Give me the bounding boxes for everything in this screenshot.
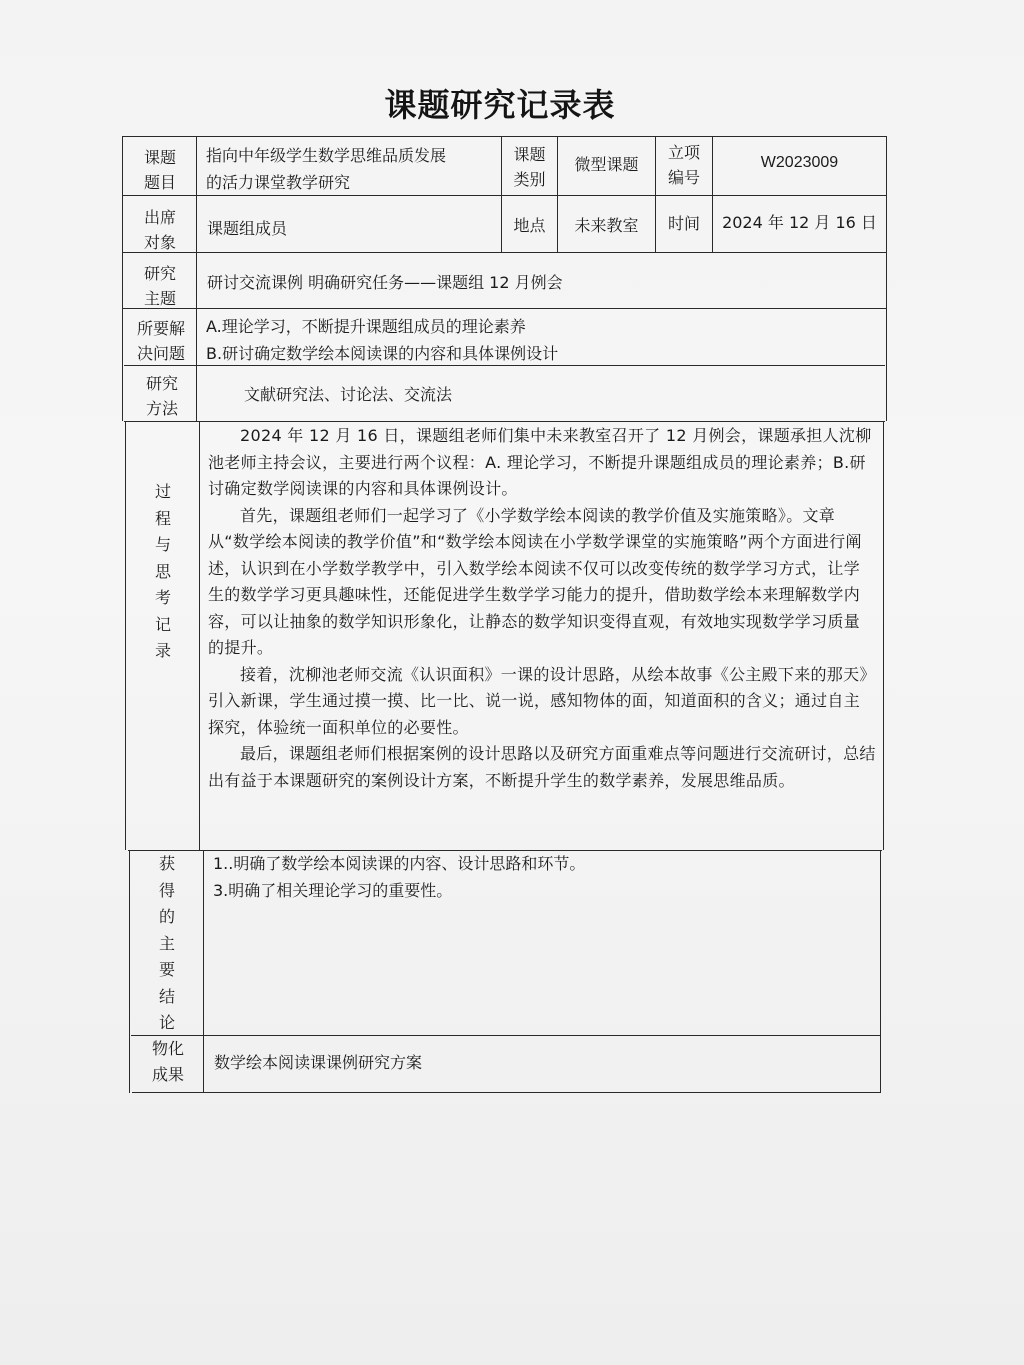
table-border-right [880,850,881,1093]
table-border-left [125,421,126,850]
conclusion-list [213,850,873,904]
process-record [208,423,876,794]
process-paragraph: 最后，课题组老师们根据案例的设计思路以及研究方面重难点等问题进行交流研讨，总结出有益于本课题研究的案例设计方案，不断提升学生的数学素养，发展思维品质。 [208,744,876,790]
table-border-bottom [132,1092,880,1093]
conclusion-label: 获 得 的 主 要 结 论 [158,854,175,1032]
category-label: 课题 类别 [513,145,546,189]
table-border-right [886,136,887,421]
category-value: 微型课题 [574,155,639,174]
row-divider [123,308,886,309]
conclusion-item: 3.明确了相关理论学习的重要性。 [213,881,453,900]
label-column-divider [199,421,200,850]
table-border-top [122,136,887,137]
row-divider [122,252,886,253]
process-label: 过 程 与 思 考 记 录 [154,482,171,660]
time-label: 时间 [667,214,700,233]
process-paragraph: 首先，课题组老师们一起学习了《小学数学绘本阅读的教学价值及实施策略》。文章从“数学绘本阅读的教学价值”和“数学绘本阅读在小学数学课堂的实施策略”两个方面进行阐述，认识到在小学数学教学中，引入数学绘本阅读不仅可以改变传统的数学学习方式，让学生的数学学习更具趣味性，还能促进学生数学学习能力的提升，借助数学绘本来理解数学内容，可以让抽象的数学知识形象化，让静态的数学知识变得直观，有效地实现数学学习质量的提升。 [208,505,862,657]
method-label: 研究 方法 [145,374,178,418]
theme-label: 研究 主题 [143,264,176,308]
place-label: 地点 [513,216,546,235]
topic-label: 课题 题目 [143,148,176,192]
project-number-label: 立项 编号 [667,143,700,187]
project-number-value: W2023009 [760,154,839,171]
conclusion-item: 1..明确了数学绘本阅读课的内容、设计思路和环节。 [213,854,586,873]
theme-value: 研讨交流课例 明确研究任务——课题组 12 月例会 [207,273,563,292]
outcome-label: 物化 成果 [151,1039,184,1084]
document-title: 课题研究记录表 [384,86,616,124]
table-border-right [883,421,884,850]
row-divider [131,1035,880,1036]
process-paragraph: 2024 年 12 月 16 日，课题组老师们集中未来教室召开了 12 月例会，课题承担人沈柳池老师主持会议，主要进行两个议程：A. 理论学习，不断提升课题组成员的理论素养；B.研讨确定数学阅读课的内容和具体课例设计。 [208,426,872,498]
problems-value: A.理论学习，不断提升课题组成员的理论素养 B.研讨确定数学绘本阅读课的内容和具体课例设计 [206,317,559,363]
topic-value: 指向中年级学生数学思维品质发展 的活力课堂教学研究 [206,146,447,192]
place-value: 未来教室 [574,216,639,235]
attendees-label: 出席 对象 [143,208,176,252]
attendees-value: 课题组成员 [207,219,288,238]
time-value: 2024 年 12 月 16 日 [722,213,877,232]
outcome-value: 数学绘本阅读课课例研究方案 [214,1053,423,1072]
problems-label: 所要解 决问题 [136,319,185,363]
process-paragraph: 接着，沈柳池老师交流《认识面积》一课的设计思路，从绘本故事《公主殿下来的那天》引入新课，学生通过摸一摸、比一比、说一说，感知物体的面，知道面积的含义；通过自主探究，体验统一面积单位的必要性。 [208,664,876,737]
method-value: 文献研究法、讨论法、交流法 [244,385,453,404]
